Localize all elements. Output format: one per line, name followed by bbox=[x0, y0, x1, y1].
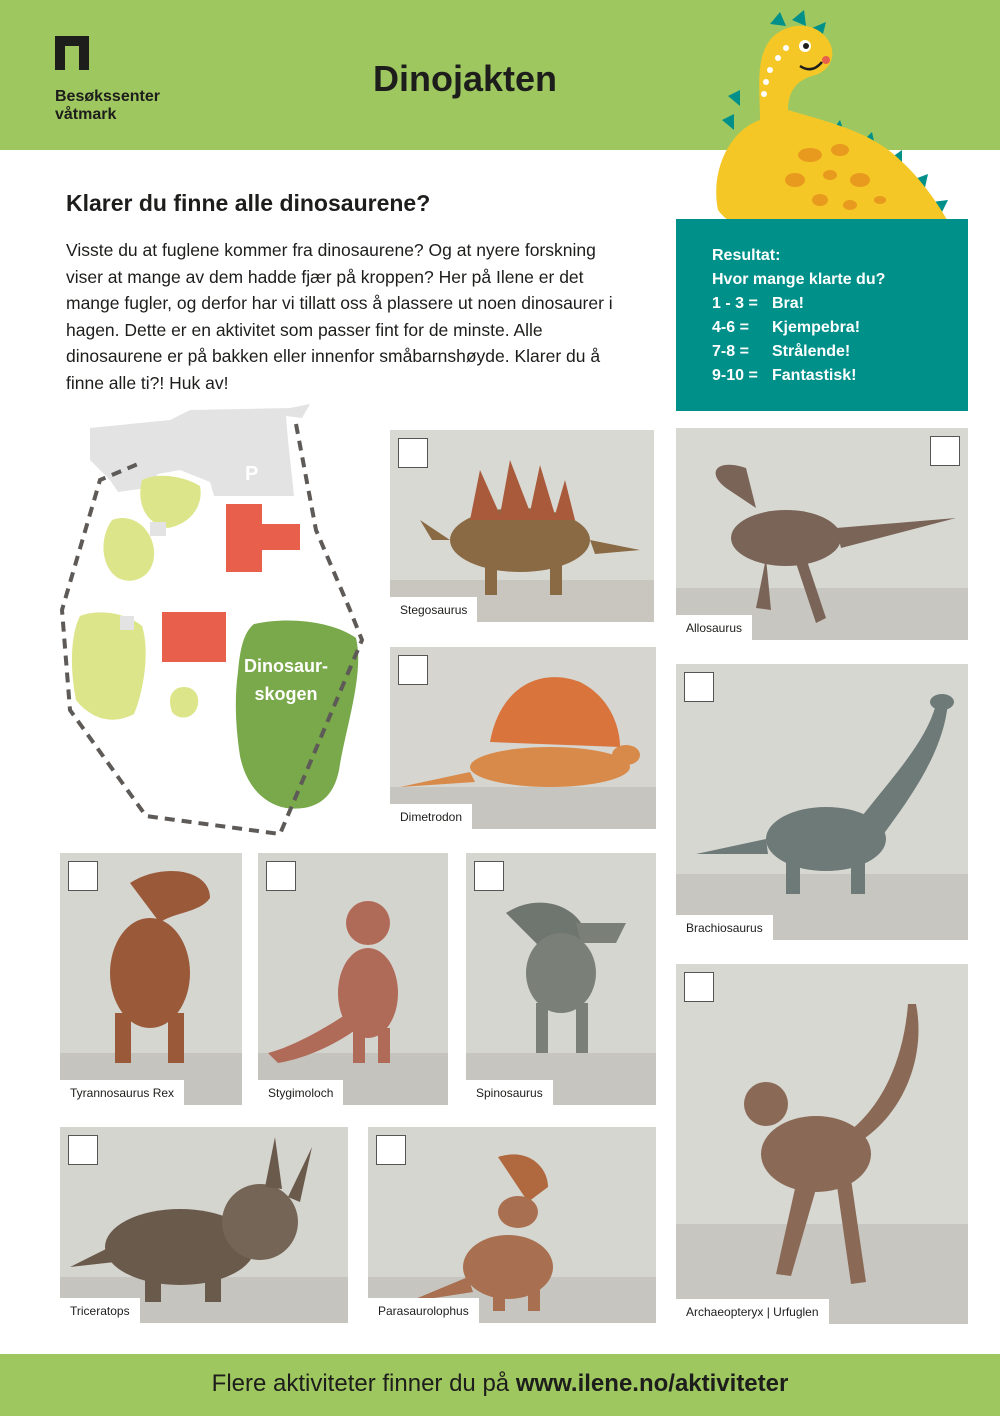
dino-label: Archaeopteryx | Urfuglen bbox=[676, 1299, 829, 1324]
dino-label: Brachiosaurus bbox=[676, 915, 773, 940]
footer-label: Flere aktiviteter finner du på bbox=[211, 1370, 510, 1397]
dino-card bbox=[676, 664, 968, 940]
dino-label: Triceratops bbox=[60, 1298, 140, 1323]
page-footer bbox=[0, 1354, 1000, 1416]
dino-card bbox=[676, 964, 968, 1324]
garden-map bbox=[50, 400, 370, 840]
results-title: Resultat: bbox=[712, 247, 781, 264]
dinosaur-forest bbox=[236, 620, 358, 808]
dino-label: Dimetrodon bbox=[390, 804, 472, 829]
map-building bbox=[226, 504, 300, 572]
footer-text bbox=[0, 1370, 1000, 1398]
parking-label: P bbox=[245, 463, 259, 485]
dino-card bbox=[676, 428, 968, 640]
intro-text: Visste du at fuglene kommer fra dinosaurene? Og at nyere forskning viser at mange av dem hadde fjær på kroppen? Her på Ilene er det mange fugler, og derfor har vi tillatt oss å plassere ut noen dinosaurer i hagen. Dette er en aktivitet som passer fint for de minste. Alle dinosaurene er på bakken eller innenfor småbarnshøyde. Klarer du å finne alle ti?! Huk av! bbox=[66, 240, 613, 393]
dinosaur-photo bbox=[390, 647, 656, 829]
map-lawn bbox=[72, 612, 146, 719]
forest-label-line2: skogen bbox=[254, 684, 318, 704]
results-text: Strålende! bbox=[772, 343, 851, 360]
results-text: Fantastisk! bbox=[772, 367, 857, 384]
dinosaur-photo bbox=[676, 664, 968, 940]
results-text: Bra! bbox=[772, 295, 805, 312]
dino-label: Allosaurus bbox=[676, 615, 752, 640]
results-range: 1 - 3 = bbox=[712, 295, 758, 312]
dinosaur-photo bbox=[676, 428, 968, 640]
results-text: Kjempebra! bbox=[772, 319, 861, 336]
results-range: 4-6 = bbox=[712, 319, 749, 336]
dino-card bbox=[368, 1127, 656, 1323]
dino-card bbox=[60, 853, 242, 1105]
dino-label: Tyrannosaurus Rex bbox=[60, 1080, 184, 1105]
forest-label-line1: Dinosaur- bbox=[243, 656, 329, 676]
dino-card bbox=[390, 647, 656, 829]
checkbox[interactable] bbox=[68, 861, 98, 891]
dino-card bbox=[60, 1127, 348, 1323]
results-box bbox=[676, 219, 968, 411]
checkbox[interactable] bbox=[930, 436, 960, 466]
map-lawn bbox=[140, 476, 200, 528]
checkbox[interactable] bbox=[398, 438, 428, 468]
logo-text bbox=[55, 88, 160, 124]
map-structure bbox=[120, 616, 134, 630]
map-lawn bbox=[103, 518, 154, 581]
footer-link[interactable]: www.ilene.no/aktiviteter bbox=[515, 1370, 789, 1397]
checkbox[interactable] bbox=[684, 972, 714, 1002]
dinosaur-photo bbox=[60, 1127, 348, 1323]
results-range: 7-8 = bbox=[712, 343, 749, 360]
checkbox[interactable] bbox=[398, 655, 428, 685]
dino-label: Spinosaurus bbox=[466, 1080, 553, 1105]
dino-label: Stegosaurus bbox=[390, 597, 477, 622]
checkbox[interactable] bbox=[684, 672, 714, 702]
intro-heading: Klarer du finne alle dinosaurene? bbox=[66, 190, 431, 216]
page-title: Dinojakten bbox=[372, 58, 558, 99]
dino-label: Stygimoloch bbox=[258, 1080, 343, 1105]
logo-icon bbox=[55, 36, 89, 70]
results-row bbox=[712, 319, 860, 337]
map-building bbox=[162, 612, 226, 662]
dinosaur-photo bbox=[390, 430, 654, 622]
results-row bbox=[712, 343, 850, 361]
results-row bbox=[712, 295, 804, 313]
results-range: 9-10 = bbox=[712, 367, 758, 384]
dinosaur-photo bbox=[676, 964, 968, 1324]
map-lawn bbox=[170, 687, 198, 718]
dino-card bbox=[258, 853, 448, 1105]
dinosaur-photo bbox=[368, 1127, 656, 1323]
checkbox[interactable] bbox=[376, 1135, 406, 1165]
results-row bbox=[712, 367, 856, 385]
checkbox[interactable] bbox=[474, 861, 504, 891]
parking-area bbox=[90, 404, 310, 496]
map-structure bbox=[150, 522, 166, 536]
logo-line2: våtmark bbox=[55, 106, 117, 123]
checkbox[interactable] bbox=[68, 1135, 98, 1165]
dino-label: Parasaurolophus bbox=[368, 1298, 479, 1323]
dino-card bbox=[390, 430, 654, 622]
results-question: Hvor mange klarte du? bbox=[712, 271, 886, 288]
dino-card bbox=[466, 853, 656, 1105]
checkbox[interactable] bbox=[266, 861, 296, 891]
logo-line1: Besøkssenter bbox=[55, 88, 160, 105]
